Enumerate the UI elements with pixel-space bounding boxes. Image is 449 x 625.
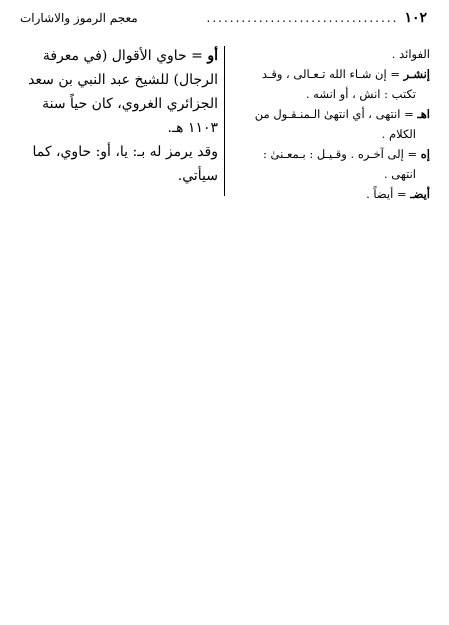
entry-line: [26, 140, 218, 164]
entry-text: الكلام .: [381, 127, 416, 141]
entry-term: أو: [207, 48, 218, 64]
entry-text: الجزائري الغروي، كان حياً سنة: [42, 96, 218, 112]
entry-line: [234, 124, 430, 144]
entry-term: اهـ: [417, 107, 430, 121]
leader-dots: .................................: [206, 11, 399, 25]
entry-line: [26, 68, 218, 92]
entry-line: [234, 84, 430, 104]
entry-line: [26, 44, 218, 68]
entry-text: = أيضاً .: [366, 187, 411, 201]
entry-line: [26, 164, 218, 188]
left-column: [26, 44, 218, 188]
column-divider: [224, 46, 225, 196]
entry-line: [26, 92, 218, 116]
entry-line: [234, 164, 430, 184]
entry-line: [234, 144, 430, 164]
entry-text: = انتهى ، أي انتهىٰ الـمنـقـول من: [254, 107, 418, 121]
right-column: [234, 44, 430, 204]
entry-text: سيأتي.: [177, 168, 218, 184]
entry-text: الفوائد .: [391, 47, 430, 61]
entry-line: [234, 184, 430, 204]
entry-term: إنشـر: [403, 67, 430, 81]
entry-line: [26, 116, 218, 140]
entry-text: وقد يرمز له بـ: يا، أو: حاوي، كما: [32, 144, 218, 160]
entry-line: [234, 64, 430, 84]
entry-text: = إلى آخـره . وقـيـل : بـمعـنىٰ :: [262, 147, 421, 161]
entry-text: = حاوي الأقوال (في معرفة: [42, 48, 208, 64]
entry-text: انتهى .: [383, 167, 416, 181]
entry-line: [234, 104, 430, 124]
entry-text: ١١٠٣ هـ.: [167, 120, 218, 136]
entry-text: تكتب : انش ، أو انشه .: [305, 87, 416, 101]
page-number: ١٠٢: [404, 10, 427, 26]
entry-text: الرجال) للشيخ عبد النبي بن سعد: [28, 72, 218, 88]
entry-term: أيضـ: [410, 187, 430, 201]
entry-term: إه: [420, 147, 430, 161]
running-header: [20, 10, 427, 32]
running-title: معجم الرموز والاشارات: [20, 11, 138, 25]
entry-text: = إن شـاء الله تـعـالى ، وقـد: [261, 67, 404, 81]
entry-line: [234, 44, 430, 64]
